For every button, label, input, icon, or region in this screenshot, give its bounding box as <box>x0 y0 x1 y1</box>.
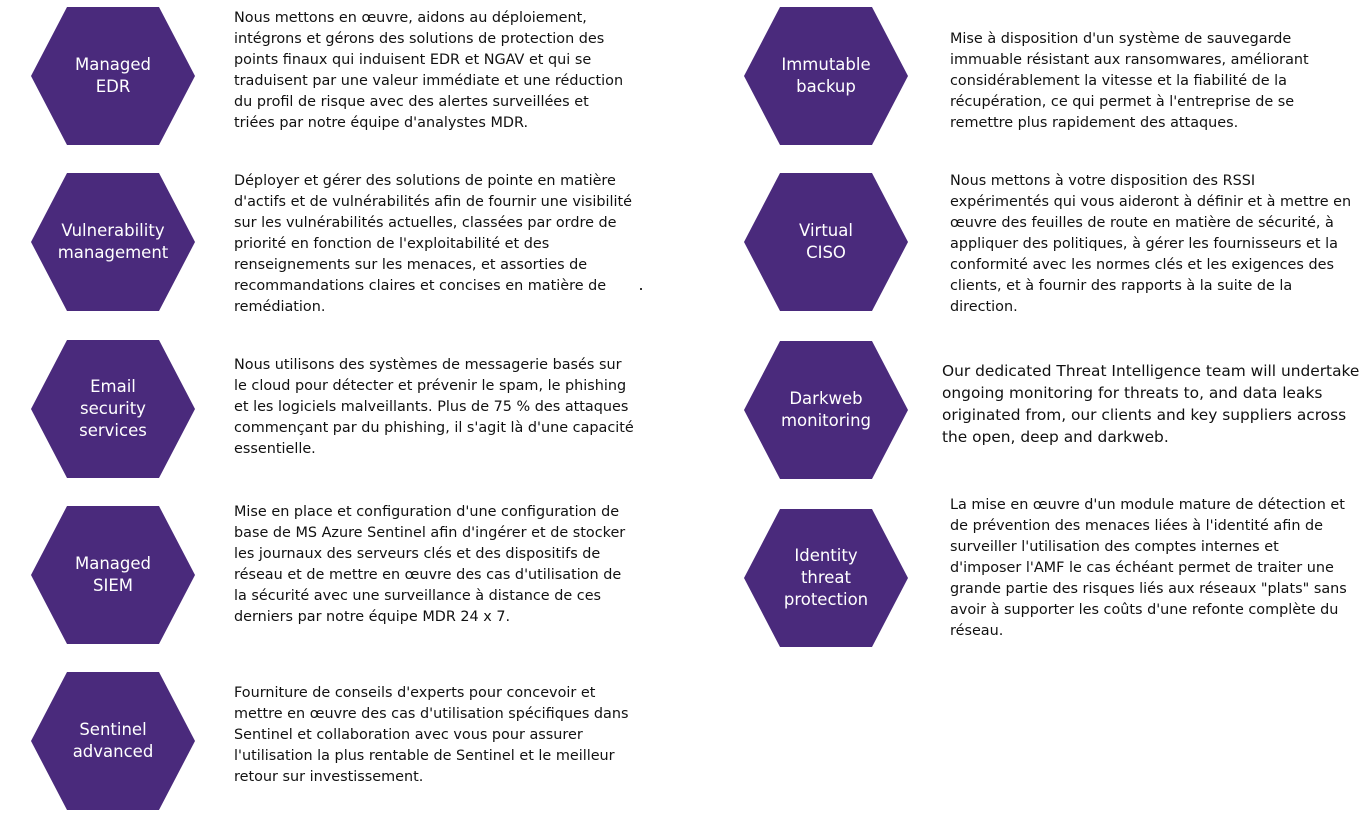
hexagon-label: Sentinel advanced <box>72 720 154 761</box>
service-description: Nous mettons en œuvre, aidons au déploiement, intégrons et gérons des solutions de protection des points finaux qui induisent EDR et NGAV et qui se traduisent par une valeur immédiate et une réduction du profil de risque avec des alertes surveillées et triées par notre équipe d'analystes MDR. <box>234 10 624 131</box>
hexagon-managed-edr <box>31 7 195 145</box>
service-description: Nous utilisons des systèmes de messagerie basés sur le cloud pour détecter et prévenir le spam, le phishing et les logiciels malveillants. Plus de 75 % des attaques commençant par du phishing, il s'agit là d'une capacité essentielle. <box>234 357 634 457</box>
hexagon-email-security-services <box>31 340 195 478</box>
hexagon-vulnerability-management <box>31 173 195 311</box>
service-description: Our dedicated Threat Intelligence team will undertake ongoing monitoring for threats to, and data leaks originated from, our clients and key suppliers across the open, deep and darkweb. <box>942 362 1360 446</box>
service-description: La mise en œuvre d'un module mature de détection et de prévention des menaces liées à l'identité afin de surveiller l'utilisation des comptes internes et d'imposer l'AMF le cas échéant permet de traiter une grande partie des risques liés aux réseaux "plats" sans avoir à supporter les coûts d'une refonte complète du réseau. <box>950 497 1347 639</box>
service-description: Nous mettons à votre disposition des RSSI expérimentés qui vous aideront à définir et à mettre en œuvre des feuilles de route en matière de sécurité, à appliquer des politiques, à gérer les fournisseurs et la conformité avec les normes clés et les exigences des clients, et à fournir des rapports à la suite de la direction. <box>950 173 1352 315</box>
hexagon-label: Virtual CISO <box>799 221 853 262</box>
hexagon-identity-threat-protection <box>744 509 908 647</box>
service-description: Mise en place et configuration d'une configuration de base de MS Azure Sentinel afin d'ingérer et de stocker les journaux des serveurs clés et des dispositifs de réseau et de mettre en œuvre des cas d'utilisation de la sécurité avec une surveillance à distance de ces derniers par notre équipe MDR 24 x 7. <box>234 504 626 625</box>
hexagon-managed-siem <box>31 506 195 644</box>
hexagon-label: Managed EDR <box>74 55 151 96</box>
hexagon-sentinel-advanced <box>31 672 195 810</box>
hexagon-label: Email security services <box>79 377 147 440</box>
hexagon-label: Identity threat protection <box>783 546 869 609</box>
hexagon-immutable-backup <box>744 7 908 145</box>
service-description: Déployer et gérer des solutions de pointe en matière d'actifs et de vulnérabilités afin de fournir une visibilité sur les vulnérabilités actuelles, classées par ordre de priorité en fonction de l'exploitabilité et des renseignements sur les menaces, et assorties de recommandations claires et concises en matière de remédiation. <box>234 173 632 315</box>
hexagon-virtual-ciso <box>744 173 908 311</box>
hexagon-darkweb-monitoring <box>744 341 908 479</box>
service-description: Fourniture de conseils d'experts pour concevoir et mettre en œuvre des cas d'utilisation spécifiques dans Sentinel et collaboration avec vous pour assurer l'utilisation la plus rentable de Sentinel et le meilleur retour sur investissement. <box>234 685 629 785</box>
hexagon-label: Immutable backup <box>781 55 871 96</box>
hexagon-label: Darkweb monitoring <box>780 389 872 430</box>
service-description: Mise à disposition d'un système de sauvegarde immuable résistant aux ransomwares, améliorant considérablement la vitesse et la fiabilité de la récupération, ce qui permet à l'entreprise de se remettre plus rapidement des attaques. <box>950 31 1309 131</box>
hexagon-label: Managed SIEM <box>74 554 151 595</box>
stray-dot <box>640 288 642 290</box>
hexagon-label: Vulnerability management <box>57 221 169 262</box>
